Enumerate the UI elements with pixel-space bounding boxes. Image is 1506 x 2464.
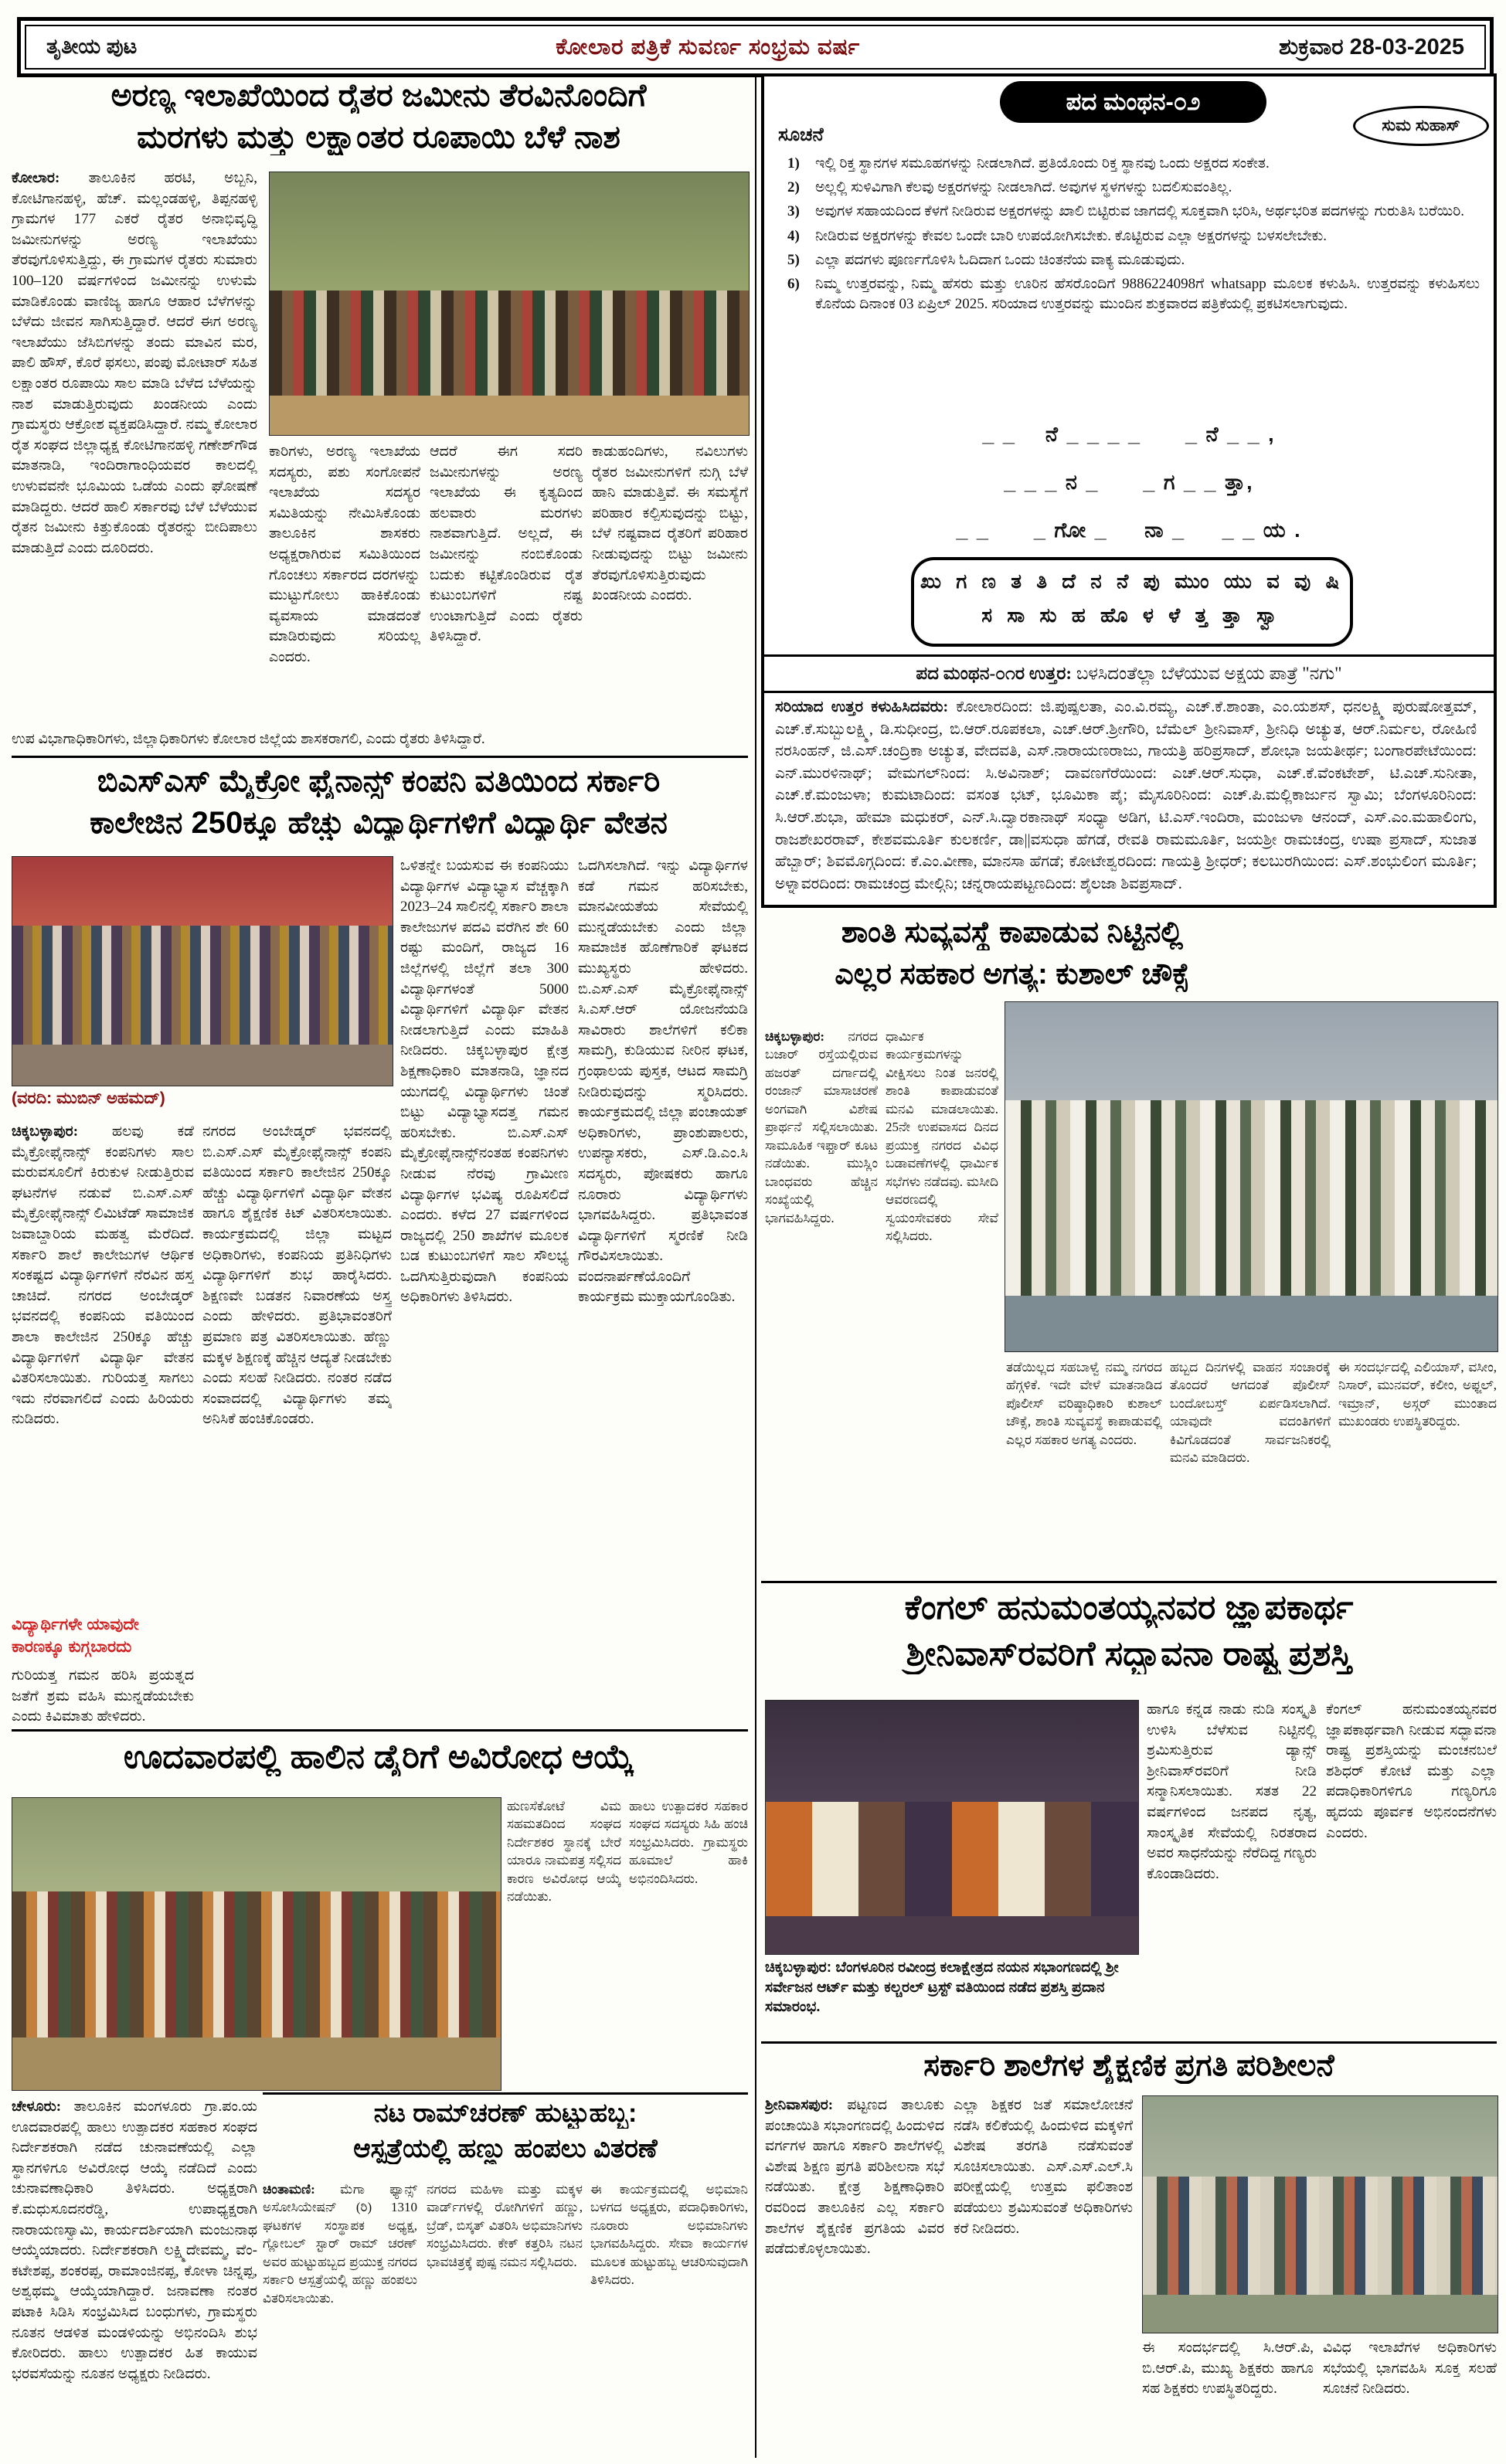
date-label: ಶುಕ್ರವಾರ 28-03-2025: [1279, 34, 1464, 59]
kengal-photo-caption: ಚಿಕ್ಕಬಳ್ಳಾಪುರ: ಬೆಂಗಳೂರಿನ ರವೀಂದ್ರ ಕಲಾಕ್ಷೇತ್ರದ ನಯನ ಸಭಾಂಗಣದಲ್ಲಿ ಶ್ರೀ ಸರ್ವೇಜನ ಆರ್ಟ್ ಮತ್ತು ಕಲ್ಚರಲ್ ಟ್ರಸ್ಟ್ ವತಿಯಿಂದ ನಡೆದ ಪ್ರಶಸ್ತಿ ಪ್ರದಾನ ಸಮಾರಂಭ.: [765, 1959, 1119, 2016]
dairy-dateline: ಚೇಳೂರು:: [12, 2099, 62, 2115]
bss-dateline: ಚಿಕ್ಕಬಳ್ಳಾಪುರ:: [12, 1123, 79, 1140]
photo-ground-band: [270, 396, 749, 435]
peace-body-col1: ಚಿಕ್ಕಬಳ್ಳಾಪುರ: ನಗರದ ಬಜಾರ್ ರಸ್ತೆಯಲ್ಲಿರುವ ಹಜರತ್ ದರ್ಗಾದಲ್ಲಿ ರಂಜಾನ್ ಮಾಸಾಚರಣೆ ಅಂಗವಾಗಿ ವಿಶೇಷ ಪ್ರಾರ್ಥನೆ ಸಲ್ಲಿಸಲಾಯಿತು. ಸಾಮೂಹಿಕ ಇಫ್ತಾರ್ ಕೂಟ ನಡೆಯಿತು. ಮುಸ್ಲಿಂ ಬಾಂಧವರು ಹೆಚ್ಚಿನ ಸಂಖ್ಯೆಯಲ್ಲಿ ಭಾಗವಹಿಸಿದ್ದರು.: [765, 1029, 878, 1225]
puzzle-blank-line-1: _ _ ನೆ _ _ _ _ _ ನೆ _ _ ,: [982, 423, 1276, 446]
peace-body-col5: ಈ ಸಂದರ್ಭದಲ್ಲಿ ಎಲಿಯಾಸ್, ವಸೀಂ, ನಿಸಾರ್, ಮುನವರ್, ಕಲೀಂ, ಅಫ್ಜಲ್, ಇಮ್ರಾನ್, ಅಸ್ಗರ್ ಮುಂತಾದ ಮುಖಂಡರು ಉಪಸ್ಥಿತರಿದ್ದರು.: [1338, 1360, 1497, 1429]
schools-headline: ಸರ್ಕಾರಿ ಶಾಲೆಗಳ ಶೈಕ್ಷಣಿಕ ಪ್ರಗತಿ ಪರಿಶೀಲನೆ: [923, 2049, 1334, 2082]
photo-floor-band: [12, 1045, 393, 1086]
rule-right-1: [761, 1581, 1497, 1583]
bss-body-after-red: ಗುರಿಯತ್ತ ಗಮನ ಹರಿಸಿ ಪ್ರಯತ್ನದ ಜತೆಗೆ ಶ್ರಮ ವಹಿಸಿ ಮುನ್ನಡೆಯಬೇಕು ಎಂದು ಕಿವಿಮಾತು ಹೇಳಿದರು.: [12, 1667, 194, 1725]
dairy-body-col2: ಹಾಲು ಉತ್ಪಾದಕರ ಸಹಕಾರ ಸಂಘದ ಸದಸ್ಯರು ಸಿಹಿ ಹಂಚಿ ಸಂಭ್ರಮಿಸಿದರು. ಗ್ರಾಮಸ್ಥರು ಹೂಮಾಲೆ ಹಾಕಿ ಅಭಿನಂದಿಸಿದರು.: [629, 1799, 748, 1886]
bss-body-mid: ಒಳಿತನ್ನೇ ಬಯಸುವ ಈ ಕಂಪನಿಯು ವಿದ್ಯಾರ್ಥಿಗಳ ವಿದ್ಯಾಭ್ಯಾಸ ವೆಚ್ಚಕ್ಕಾಗಿ 2023–24 ಸಾಲಿನಲ್ಲಿ ಸರ್ಕಾರಿ ಶಾಲಾ ಕಾಲೇಜುಗಳ ಪದವಿ ವರೆಗಿನ ಶೇ 60 ರಷ್ಟು ಮಂದಿಗೆ, ರಾಜ್ಯದ 16 ಜಿಲ್ಲೆಗಳಲ್ಲಿ ಜಿಲ್ಲೆಗೆ ತಲಾ 300 ವಿದ್ಯಾರ್ಥಿಗಳಂತೆ 5000 ವಿದ್ಯಾರ್ಥಿಗಳಿಗೆ ವಿದ್ಯಾರ್ಥಿ ವೇತನ ನೀಡಲಾಗುತ್ತಿದೆ ಎಂದು ಮಾಹಿತಿ ನೀಡಿದರು. ಚಿಕ್ಕಬಳ್ಳಾಪುರ ಕ್ಷೇತ್ರ ಶಿಕ್ಷಣಾಧಿಕಾರಿ ಮಾತನಾಡಿ, ಜ್ಞಾನದ ಯುಗದಲ್ಲಿ ವಿದ್ಯಾರ್ಥಿಗಳು ಚಿಂತೆ ಬಿಟ್ಟು ವಿದ್ಯಾಭ್ಯಾಸದತ್ತ ಗಮನ ಹರಿಸಬೇಕು. ಬಿ.ಎಸ್.ಎಸ್ ಮೈಕ್ರೋಫೈನಾನ್ಸ್‌ನಂತಹ ಕಂಪನಿಗಳು ನೀಡುವ ನೆರವು ಗ್ರಾಮೀಣ ವಿದ್ಯಾರ್ಥಿಗಳ ಭವಿಷ್ಯ ರೂಪಿಸಲಿದೆ ಎಂದರು. ಕಳೆದ 27 ವರ್ಷಗಳಿಂದ ರಾಜ್ಯದಲ್ಲಿ 250 ಶಾಖೆಗಳ ಮೂಲಕ ಬಡ ಕುಟುಂಬಗಳಿಗೆ ಸಾಲ ಸೌಲಭ್ಯ ಒದಗಿಸುತ್ತಿರುವುದಾಗಿ ಕಂಪನಿಯ ಅಧಿಕಾರಿಗಳು ತಿಳಿಸಿದರು.: [400, 858, 569, 1306]
puzzle-instruction-3: 3) ಅವುಗಳ ಸಹಾಯದಿಂದ ಕೆಳಗೆ ನೀಡಿರುವ ಅಕ್ಷರಗಳನ್ನು ಖಾಲಿ ಬಿಟ್ಟಿರುವ ಜಾಗದಲ್ಲಿ ಸೂಕ್ತವಾಗಿ ಭರಿಸಿ, ಅರ್ಥಭರಿತ ಪದಗಳನ್ನು ಗುರುತಿಸಿ ಬರೆಯಿರಿ.: [787, 203, 1464, 220]
photo-people-band: [12, 1891, 501, 2037]
schools-body-col2: ಎಲ್ಲಾ ಶಿಕ್ಷಕರ ಜತೆ ಸಮಾಲೋಚನೆ ನಡೆಸಿ ಕಲಿಕೆಯಲ್ಲಿ ಹಿಂದುಳಿದ ಮಕ್ಕಳಿಗೆ ವಿಶೇಷ ತರಗತಿ ನಡೆಸುವಂತೆ ಸೂಚಿಸಲಾಯಿತು. ಎಸ್.ಎಸ್.ಎಲ್.ಸಿ ಪರೀಕ್ಷೆಯಲ್ಲಿ ಉತ್ತಮ ಫಲಿತಾಂಶ ಪಡೆಯಲು ಶ್ರಮಿಸುವಂತೆ ಅಧಿಕಾರಿಗಳು ಕರೆ ನೀಡಿದರು.: [954, 2097, 1133, 2237]
puzzle-previous-answer: ಪದ ಮಂಥನ-೦೧ರ ಉತ್ತರ: ಬಳಸಿದಂತೆಲ್ಲಾ ಬೆಳೆಯುವ ಅಕ್ಷಯ ಪಾತ್ರೆ "ನಗು": [764, 654, 1494, 693]
peace-body-col2: ಧಾರ್ಮಿಕ ಕಾರ್ಯಕ್ರಮಗಳನ್ನು ವೀಕ್ಷಿಸಲು ನಿಂತ ಜನರಲ್ಲಿ ಶಾಂತಿ ಕಾಪಾಡುವಂತೆ ಮನವಿ ಮಾಡಲಾಯಿತು. 25ನೇ ಉಪವಾಸದ ದಿನದ ಪ್ರಯುಕ್ತ ನಗರದ ವಿವಿಧ ಬಡಾವಣೆಗಳಲ್ಲಿ ಧಾರ್ಮಿಕ ಸಭೆಗಳು ನಡೆದವು. ಮಸೀದಿ ಆವರಣದಲ್ಲಿ ಸ್ವಯಂಸೇವಕರು ಸೇವೆ ಸಲ್ಲಿಸಿದರು.: [886, 1029, 998, 1243]
puzzle-box: [761, 73, 1497, 908]
forest-headline-line1: ಅರಣ್ಯ ಇಲಾಖೆಯಿಂದ ರೈತರ ಜಮೀನು ತೆರವಿನೊಂದಿಗೆ: [110, 77, 647, 113]
ramcharan-body-col2: ನಗರದ ಮಹಿಳಾ ಮತ್ತು ಮಕ್ಕಳ ವಾರ್ಡ್‌ಗಳಲ್ಲಿ ರೋಗಿಗಳಿಗೆ ಹಣ್ಣು, ಬ್ರೆಡ್, ಬಿಸ್ಕತ್ ವಿತರಿಸಿ ಅಭಿಮಾನಿಗಳು ಸಂಭ್ರಮಿಸಿದರು. ಕೇಕ್ ಕತ್ತರಿಸಿ ನಟನ ಭಾವಚಿತ್ರಕ್ಕೆ ಪುಷ್ಪ ನಮನ ಸಲ್ಲಿಸಿದರು.: [427, 2182, 583, 2269]
peace-headline-line2: ಎಲ್ಲರ ಸಹಕಾರ ಅಗತ್ಯ: ಕುಶಾಲ್ ಚೌಕ್ಸೆ: [835, 958, 1190, 991]
forest-body-lastline: ಉಪ ವಿಭಾಗಾಧಿಕಾರಿಗಳು, ಜಿಲ್ಲಾಧಿಕಾರಿಗಳು ಕೋಲಾರ ಜಿಲ್ಲೆಯ ಶಾಸಕರಾಗಲಿ, ಎಂದು ರೈತರು ತಿಳಿಸಿದ್ದಾರೆ.: [12, 731, 485, 747]
ramcharan-headline-line1: ನಟ ರಾಮ್‌ಚರಣ್ ಹುಟ್ಟುಹಬ್ಬ:: [373, 2099, 637, 2128]
peace-body-col4: ಹಬ್ಬದ ದಿನಗಳಲ್ಲಿ ವಾಹನ ಸಂಚಾರಕ್ಕೆ ತೊಂದರೆ ಆಗದಂತೆ ಪೊಲೀಸ್ ಬಂದೋಬಸ್ತ್ ಏರ್ಪಡಿಸಲಾಗಿದೆ. ಯಾವುದೇ ವದಂತಿಗಳಿಗೆ ಕಿವಿಗೊಡದಂತೆ ಸಾರ್ವಜನಿಕರಲ್ಲಿ ಮನವಿ ಮಾಡಿದರು.: [1170, 1360, 1331, 1466]
rule-left-1: [12, 756, 748, 758]
puzzle-instruction-4: 4) ನೀಡಿರುವ ಅಕ್ಷರಗಳನ್ನು ಕೇವಲ ಒಂದೇ ಬಾರಿ ಉಪಯೋಗಿಸಬೇಕು. ಕೊಟ್ಟಿರುವ ಎಲ್ಲಾ ಅಕ್ಷರಗಳನ್ನು ಬಳಸಲೇಬೇಕು.: [787, 227, 1328, 244]
puzzle-note-label: ಸೂಚನೆ: [778, 124, 824, 145]
masthead: [17, 17, 1494, 77]
forest-body-col4: ಕಾಡುಹಂದಿಗಳು, ನವಿಲುಗಳು ರೈತರ ಜಮೀನುಗಳಿಗೆ ನುಗ್ಗಿ ಬೆಳೆ ಹಾನಿ ಮಾಡುತ್ತಿವೆ. ಈ ಸಮಸ್ಯೆಗೆ ಪರಿಹಾರ ಕಲ್ಪಿಸುವುದನ್ನು ಬಿಟ್ಟು, ಬೆಳೆ ನಷ್ಟವಾದ ರೈತರಿಗೆ ಪರಿಹಾರ ನೀಡುವುದನ್ನು ಬಿಟ್ಟು ಜಮೀನು ತೆರವುಗೊಳಿಸುತ್ತಿರುವುದು ಖಂಡನೀಯ ಎಂದರು.: [592, 444, 748, 604]
photo-ground-band: [1005, 1296, 1498, 1351]
rule-right-2: [761, 2041, 1497, 2044]
bss-photo-caption: (ವರದಿ: ಮುಬಿನ್ ಅಹಮದ್): [12, 1089, 165, 1107]
puzzle-letters-line2: ಸ ಸಾ ಸು ಹ ಹೊ ಳ ಳೆ ತ್ತ ತ್ತಾ ಸ್ವಾ: [981, 603, 1283, 627]
rule-left-3: [263, 2092, 748, 2095]
dairy-headline: ಊದವಾರಪಲ್ಲಿ ಹಾಲಿನ ಡೈರಿಗೆ ಅವಿರೋಧ ಆಯ್ಕೆ: [123, 1738, 634, 1776]
puzzle-author-badge: ಸುಮ ಸುಹಾಸ್: [1353, 106, 1489, 146]
bss-body-right: ಒದಗಿಸಲಾಗಿದೆ. ಇನ್ನು ವಿದ್ಯಾರ್ಥಿಗಳ ಕಡೆ ಗಮನ ಹರಿಸಬೇಕು, ಮಾನವೀಯತೆಯ ಸೇವೆಯಲ್ಲಿ ಮುನ್ನಡೆಯಬೇಕು ಎಂದು ಜಿಲ್ಲಾ ಸಾಮಾಜಿಕ ಹೊಣೆಗಾರಿಕೆ ಘಟಕದ ಮುಖ್ಯಸ್ಥರು ಹೇಳಿದರು. ಬಿ.ಎಸ್.ಎಸ್ ಮೈಕ್ರೋಫೈನಾನ್ಸ್ ಸಿ.ಎಸ್.ಆರ್ ಯೋಜನೆಯಡಿ ಸಾವಿರಾರು ಶಾಲೆಗಳಿಗೆ ಕಲಿಕಾ ಸಾಮಗ್ರಿ, ಕುಡಿಯುವ ನೀರಿನ ಘಟಕ, ಗ್ರಂಥಾಲಯ ಪುಸ್ತಕ, ಆಟದ ಸಾಮಗ್ರಿ ನೀಡಿರುವುದನ್ನು ಸ್ಮರಿಸಿದರು. ಕಾರ್ಯಕ್ರಮದಲ್ಲಿ ಜಿಲ್ಲಾ ಪಂಚಾಯತ್ ಅಧಿಕಾರಿಗಳು, ಪ್ರಾಂಶುಪಾಲರು, ಉಪನ್ಯಾಸಕರು, ಎಸ್.ಡಿ.ಎಂ.ಸಿ ಸದಸ್ಯರು, ಪೋಷಕರು ಹಾಗೂ ನೂರಾರು ವಿದ್ಯಾರ್ಥಿಗಳು ಭಾಗವಹಿಸಿದ್ದರು. ಪ್ರತಿಭಾವಂತ ವಿದ್ಯಾರ್ಥಿಗಳಿಗೆ ಸ್ಮರಣಿಕೆ ನೀಡಿ ಗೌರವಿಸಲಾಯಿತು. ವಂದನಾರ್ಪಣೆಯೊಂದಿಗೆ ಕಾರ್ಯಕ್ರಮ ಮುಕ್ತಾಯಗೊಂಡಿತು.: [578, 858, 748, 1306]
schools-photo: [1142, 2095, 1498, 2333]
schools-body-col4: ವಿವಿಧ ಇಲಾಖೆಗಳ ಅಧಿಕಾರಿಗಳು ಸಭೆಯಲ್ಲಿ ಭಾಗವಹಿಸಿ ಸೂಕ್ತ ಸಲಹೆ ಸೂಚನೆ ನೀಡಿದರು.: [1323, 2340, 1497, 2398]
puzzle-instruction-6: 6) ನಿಮ್ಮ ಉತ್ತರವನ್ನು, ನಿಮ್ಮ ಹೆಸರು ಮತ್ತು ಊರಿನ ಹೆಸರೊಂದಿಗೆ 9886224098ಗೆ whatsapp ಮೂಲಕ ಕಳುಹಿಸಿ. ಉತ್ತರವನ್ನು ಕಳುಹಿಸಲು ಕೊನೆಯ ದಿನಾಂಕ 03 ಏಪ್ರಿಲ್ 2025. ಸರಿಯಾದ ಉತ್ತರವನ್ನು ಮುಂದಿನ ಶುಕ್ರವಾರದ ಪತ್ರಿಕೆಯಲ್ಲಿ ಪ್ರಕಟಿಸಲಾಗುವುದು.: [787, 276, 1480, 313]
page-number-label: ತೃತೀಯ ಪುಟ: [46, 35, 138, 58]
puzzle-instruction-2: 2) ಅಲ್ಲಲ್ಲಿ ಸುಳಿವಿಗಾಗಿ ಕೆಲವು ಅಕ್ಷರಗಳನ್ನು ನೀಡಲಾಗಿದೆ. ಅವುಗಳ ಸ್ಥಳಗಳನ್ನು ಬದಲಿಸುವಂತಿಲ್ಲ.: [787, 179, 1232, 196]
forest-body-col3: ಆದರೆ ಈಗ ಸದರಿ ಜಮೀನುಗಳನ್ನು ಅರಣ್ಯ ಇಲಾಖೆಯ ಈ ಕೃತ್ಯದಿಂದ ಹಲವಾರು ಮರಗಳು ನಾಶವಾಗುತ್ತಿದೆ. ಅಲ್ಲದೆ, ಈ ಜಮೀನನ್ನು ನಂಬಿಕೊಂಡು ಬದುಕು ಕಟ್ಟಿಕೊಂಡಿರುವ ರೈತ ಕುಟುಂಬಗಳಿಗೆ ನಷ್ಟ ಉಂಟಾಗುತ್ತಿದೆ ಎಂದು ರೈತರು ತಿಳಿಸಿದ್ದಾರೆ.: [430, 444, 583, 645]
schools-dateline: ಶ್ರೀನಿವಾಸಪುರ:: [765, 2097, 834, 2113]
bss-headline-line2: ಕಾಲೇಜಿನ 250ಕ್ಕೂ ಹೆಚ್ಚು ವಿದ್ಯಾರ್ಥಿಗಳಿಗೆ ವಿದ್ಯಾರ್ಥಿ ವೇತನ: [90, 806, 668, 840]
puzzle-winners-label: ಸರಿಯಾದ ಉತ್ತರ ಕಳುಹಿಸಿದವರು:: [775, 698, 949, 715]
kengal-photo: [765, 1700, 1139, 1955]
puzzle-blank-line-3: _ _ _ ಗೋ _ ನಾ _ _ _ ಯ .: [956, 518, 1302, 542]
dairy-body-col1: ಹುಣಸೆಕೋಟೆ ವಿಮ ಸಹಮತದಿಂದ ಸಂಘದ ನಿರ್ದೇಶಕರ ಸ್ಥಾನಕ್ಕೆ ಬೇರೆ ಯಾರೂ ನಾಮಪತ್ರ ಸಲ್ಲಿಸದ ಕಾರಣ ಅವಿರೋಧ ಆಯ್ಕೆ ನಡೆಯಿತು.: [507, 1799, 621, 1905]
peace-body-col3: ತಡೆಯಿಲ್ಲದ ಸಹಬಾಳ್ವೆ ನಮ್ಮ ನಗರದ ಹೆಗ್ಗಳಿಕೆ. ಇದೇ ವೇಳೆ ಮಾತನಾಡಿದ ಪೊಲೀಸ್ ವರಿಷ್ಠಾಧಿಕಾರಿ ಕುಶಾಲ್ ಚೌಕ್ಸೆ, ಶಾಂತಿ ಸುವ್ಯವಸ್ಥೆ ಕಾಪಾಡುವಲ್ಲಿ ಎಲ್ಲರ ಸಹಕಾರ ಅಗತ್ಯ ಎಂದರು.: [1006, 1360, 1162, 1447]
column-divider: [755, 74, 756, 2458]
dairy-body-lower: ಚೇಳೂರು: ತಾಲೂಕಿನ ಮಂಗಳೂರು ಗ್ರಾ.ಪಂ.ಯ ಊದವಾರಪಲ್ಲಿ ಹಾಲು ಉತ್ಪಾದಕರ ಸಹಕಾರ ಸಂಘದ ನಿರ್ದೇಶಕರಾಗಿ ನಡೆದ ಚುನಾವಣೆಯಲ್ಲಿ ಎಲ್ಲಾ ಸ್ಥಾನಗಳಿಗೂ ಅವಿರೋಧ ಆಯ್ಕೆ ನಡೆದಿದೆ ಎಂದು ಚುನಾವಣಾಧಿಕಾರಿ ತಿಳಿಸಿದರು. ಅಧ್ಯಕ್ಷರಾಗಿ ಕೆ.ಮಧುಸೂದನರೆಡ್ಡಿ, ಉಪಾಧ್ಯಕ್ಷರಾಗಿ ನಾರಾಯಣಸ್ವಾಮಿ, ಕಾರ್ಯದರ್ಶಿಯಾಗಿ ಮಂಜುನಾಥ ಆಯ್ಕೆಯಾದರು. ನಿರ್ದೇಶಕರಾಗಿ ಲಕ್ಷ್ಮಿದೇವಮ್ಮ, ವೆಂಕಟೇಶಪ್ಪ, ಶಂಕರಪ್ಪ, ರಾಮಾಂಜಿನಪ್ಪ, ಕೋಳಾ ಚಿನ್ನಪ್ಪ, ಅಶ್ವಥಮ್ಮ ಆಯ್ಕೆಯಾಗಿದ್ದಾರೆ. ಜನಾವಣಾ ನಂತರ ಪಟಾಕಿ ಸಿಡಿಸಿ ಸಂಭ್ರಮಿಸಿದ ಬಂಧುಗಳು, ಗ್ರಾಮಸ್ಥರು ನೂತನ ಆಡಳಿತ ಮಂಡಳಿಯನ್ನು ಅಭಿನಂದಿಸಿ ಶುಭ ಕೋರಿದರು. ಹಾಲು ಉತ್ಪಾದಕರ ಹಿತ ಕಾಯುವ ಭರವಸೆಯನ್ನು ನೂತನ ಅಧ್ಯಕ್ಷರು ನೀಡಿದರು.: [12, 2099, 257, 2382]
schools-body-col1: ಶ್ರೀನಿವಾಸಪುರ: ಪಟ್ಟಣದ ತಾಲೂಕು ಪಂಚಾಯಿತಿ ಸಭಾಂಗಣದಲ್ಲಿ ಹಿಂದುಳಿದ ವರ್ಗಗಳ ಹಾಗೂ ಸರ್ಕಾರಿ ಶಾಲೆಗಳಲ್ಲಿ ವಿಶೇಷ ಶಿಕ್ಷಣ ಪ್ರಗತಿ ಪರಿಶೀಲನಾ ಸಭೆ ನಡೆಯಿತು. ಕ್ಷೇತ್ರ ಶಿಕ್ಷಣಾಧಿಕಾರಿ ರವರಿಂದ ತಾಲೂಕಿನ ಎಲ್ಲ ಸರ್ಕಾರಿ ಶಾಲೆಗಳ ಶೈಕ್ಷಣಿಕ ಪ್ರಗತಿಯ ವಿವರ ಪಡೆದುಕೊಳ್ಳಲಾಯಿತು.: [765, 2097, 944, 2258]
bss-red-highlight: ವಿದ್ಯಾರ್ಥಿಗಳೇ ಯಾವುದೇ ಕಾರಣಕ್ಕೂ ಕುಗ್ಗಬಾರದು: [12, 1616, 139, 1657]
photo-banner-band: [12, 857, 393, 926]
rule-left-2: [12, 1729, 748, 1732]
peace-headline-line1: ಶಾಂತಿ ಸುವ್ಯವಸ್ಥೆ ಕಾಪಾಡುವ ನಿಟ್ಟಿನಲ್ಲಿ: [841, 916, 1184, 949]
peace-photo: [1005, 1001, 1498, 1352]
ramcharan-dateline: ಚಿಂತಾಮಣಿ:: [263, 2182, 315, 2197]
forest-headline-line2: ಮರಗಳು ಮತ್ತು ಲಕ್ಷಾಂತರ ರೂಪಾಯಿ ಬೆಳೆ ನಾಶ: [137, 119, 620, 155]
photo-ground-band: [1143, 2295, 1498, 2333]
ramcharan-headline-line2: ಆಸ್ಪತ್ರೆಯಲ್ಲಿ ಹಣ್ಣು ಹಂಪಲು ವಿತರಣೆ: [353, 2134, 658, 2163]
ramcharan-body-col1: ಚಿಂತಾಮಣಿ: ಮೆಗಾ ಫ್ಯಾನ್ಸ್ ಅಸೋಸಿಯೇಷನ್ (ರಿ) 1310 ಘಟಕಗಳ ಸಂಸ್ಥಾಪಕ ಅಧ್ಯಕ್ಷ, ಗ್ಲೋಬಲ್ ಸ್ಟಾರ್ ರಾಮ್ ಚರಣ್ ಅವರ ಹುಟ್ಟುಹಬ್ಬದ ಪ್ರಯುಕ್ತ ನಗರದ ಸರ್ಕಾರಿ ಆಸ್ಪತ್ರೆಯಲ್ಲಿ ಹಣ್ಣು ಹಂಪಲು ವಿತರಿಸಲಾಯಿತು.: [263, 2182, 417, 2306]
forest-body-col2: ಕಾರಿಗಳು, ಅರಣ್ಯ ಇಲಾಖೆಯ ಸದಸ್ಯರು, ಪಶು ಸಂಗೋಪನೆ ಇಲಾಖೆಯ ಸದಸ್ಯರ ಸಮಿತಿಯನ್ನು ನೇಮಿಸಿಕೊಂಡು ತಾಲೂಕಿನ ಶಾಸಕರು ಅಧ್ಯಕ್ಷರಾಗಿರುವ ಸಮಿತಿಯಿಂದ ಗೊಂಚಲು ಸರ್ಕಾರದ ದರಗಳನ್ನು ಮುಟ್ಟುಗೋಲು ಹಾಕಿಕೊಂಡು ವ್ಯವಸಾಯ ಮಾಡದಂತೆ ಮಾಡಿರುವುದು ಸರಿಯಲ್ಲ ಎಂದರು.: [269, 444, 420, 665]
photo-people-band: [1143, 2177, 1498, 2295]
bss-headline-line1: ಬಿಎಸ್‌ಎಸ್ ಮೈಕ್ರೋ ಫೈನಾನ್ಸ್ ಕಂಪನಿ ವತಿಯಿಂದ ಸರ್ಕಾರಿ: [97, 764, 661, 798]
ramcharan-body-col3: ಈ ಕಾರ್ಯಕ್ರಮದಲ್ಲಿ ಅಭಿಮಾನಿ ಬಳಗದ ಅಧ್ಯಕ್ಷರು, ಪದಾಧಿಕಾರಿಗಳು, ನೂರಾರು ಅಭಿಮಾನಿಗಳು ಭಾಗವಹಿಸಿದ್ದರು. ಸೇವಾ ಕಾರ್ಯಗಳ ಮೂಲಕ ಹುಟ್ಟುಹಬ್ಬ ಆಚರಿಸುವುದಾಗಿ ತಿಳಿಸಿದರು.: [590, 2182, 748, 2288]
forest-dateline: ಕೋಲಾರ:: [12, 170, 60, 186]
bss-body-lower1: ಚಿಕ್ಕಬಳ್ಳಾಪುರ: ಹಲವು ಕಡೆ ಮೈಕ್ರೋಫೈನಾನ್ಸ್ ಕಂಪನಿಗಳು ಸಾಲ ಮರುವಸೂಲಿಗೆ ಕಿರುಕುಳ ನೀಡುತ್ತಿರುವ ಘಟನೆಗಳ ನಡುವೆ ಬಿ.ಎಸ್.ಎಸ್ ಮೈಕ್ರೋಫೈನಾನ್ಸ್ ಲಿಮಿಟೆಡ್ ಸಾಮಾಜಿಕ ಜವಾಬ್ದಾರಿಯ ಮಹತ್ವ ಮೆರೆದಿದೆ. ಸರ್ಕಾರಿ ಶಾಲೆ ಕಾಲೇಜುಗಳ ಆರ್ಥಿಕ ಸಂಕಷ್ಟದ ವಿದ್ಯಾರ್ಥಿಗಳಿಗೆ ನೆರವಿನ ಹಸ್ತ ಚಾಚಿದೆ. ನಗರದ ಅಂಬೇಡ್ಕರ್ ಭವನದಲ್ಲಿ ಕಂಪನಿಯ ವತಿಯಿಂದ ಶಾಲಾ ಕಾಲೇಜಿನ 250ಕ್ಕೂ ಹೆಚ್ಚು ವಿದ್ಯಾರ್ಥಿಗಳಿಗೆ ವಿದ್ಯಾರ್ಥಿ ವೇತನ ವಿತರಿಸಲಾಯಿತು. ಗುರಿಯತ್ತ ಸಾಗಲು ಇದು ನೆರವಾಗಲಿದೆ ಎಂದು ಹಿರಿಯರು ನುಡಿದರು.: [12, 1123, 194, 1428]
kengal-headline-line2: ಶ್ರೀನಿವಾಸ್‌ರವರಿಗೆ ಸದ್ಭಾವನಾ ರಾಷ್ಟ್ರ ಪ್ರಶಸ್ತಿ: [906, 1635, 1352, 1673]
photo-stage-band: [766, 1701, 1138, 1802]
bss-body-lower2: ನಗರದ ಅಂಬೇಡ್ಕರ್ ಭವನದಲ್ಲಿ ಬಿ.ಎಸ್.ಎಸ್ ಮೈಕ್ರೋಫೈನಾನ್ಸ್ ಕಂಪನಿ ವತಿಯಿಂದ ಸರ್ಕಾರಿ ಕಾಲೇಜಿನ 250ಕ್ಕೂ ಹೆಚ್ಚು ವಿದ್ಯಾರ್ಥಿಗಳಿಗೆ ವಿದ್ಯಾರ್ಥಿ ವೇತನ ಹಾಗೂ ಶೈಕ್ಷಣಿಕ ಕಿಟ್ ವಿತರಿಸಲಾಯಿತು. ಕಾರ್ಯಕ್ರಮದಲ್ಲಿ ಜಿಲ್ಲಾ ಮಟ್ಟದ ಅಧಿಕಾರಿಗಳು, ಕಂಪನಿಯ ಪ್ರತಿನಿಧಿಗಳು ವಿದ್ಯಾರ್ಥಿಗಳಿಗೆ ಶುಭ ಹಾರೈಸಿದರು. ಶಿಕ್ಷಣವೇ ಬಡತನ ನಿವಾರಣೆಯ ಅಸ್ತ್ರ ಎಂದು ಹೇಳಿದರು. ಪ್ರತಿಭಾವಂತರಿಗೆ ಪ್ರಮಾಣ ಪತ್ರ ವಿತರಿಸಲಾಯಿತು. ಹೆಣ್ಣು ಮಕ್ಕಳ ಶಿಕ್ಷಣಕ್ಕೆ ಹೆಚ್ಚಿನ ಆದ್ಯತೆ ನೀಡಬೇಕು ಎಂದು ಸಲಹೆ ನೀಡಿದರು. ನಂತರ ನಡೆದ ಸಂವಾದದಲ್ಲಿ ವಿದ್ಯಾರ್ಥಿಗಳು ತಮ್ಮ ಅನಿಸಿಕೆ ಹಂಚಿಕೊಂಡರು.: [202, 1123, 392, 1428]
paper-title: ಕೋಲಾರ ಪತ್ರಿಕೆ ಸುವರ್ಣ ಸಂಭ್ರಮ ವರ್ಷ: [556, 34, 861, 59]
puzzle-blank-line-2: _ _ _ ನ _ _ ಗ _ _ ತ್ತಾ,: [1004, 471, 1254, 494]
forest-body-col1: ಕೋಲಾರ: ತಾಲೂಕಿನ ಹರಟಿ, ಅಬ್ಬನಿ, ಕೋಟಿಗಾನಹಳ್ಳಿ, ಹೆಚ್. ಮಲ್ಲಂಡಹಳ್ಳಿ, ತಿಪ್ಪನಹಳ್ಳಿ ಗ್ರಾಮಗಳ 177 ಎಕರೆ ರೈತರ ಅನಾಭಿವೃದ್ಧಿ ಜಮೀನುಗಳನ್ನು ಅರಣ್ಯ ಇಲಾಖೆಯು ತೆರವುಗೊಳಿಸುತ್ತಿದ್ದು, ಈ ಗ್ರಾಮಗಳ ರೈತರು ಸುಮಾರು 100–120 ವರ್ಷಗಳಿಂದ ಜಮೀನನ್ನು ಉಳುಮೆ ಮಾಡಿಕೊಂಡು ವಾಣಿಜ್ಯ ಹಾಗೂ ಆಹಾರ ಬೆಳೆಗಳನ್ನು ಬೆಳೆದು ಜೀವನ ಸಾಗಿಸುತ್ತಿದ್ದಾರೆ. ಆದರೆ ಈಗ ಅರಣ್ಯ ಇಲಾಖೆಯು ಜೆಸಿಬಿಗಳನ್ನು ತಂದು ಮಾವಿನ ಮರ, ಪಾಲಿ ಹೌಸ್, ಕೊರೆ ಫಸಲು, ಪಂಪು ಮೋಟಾರ್ ಸಹಿತ ಲಕ್ಷಾಂತರ ರೂಪಾಯಿ ಸಾಲ ಮಾಡಿ ಬೆಳೆದ ಬೆಳೆಯನ್ನು ನಾಶ ಮಾಡುತ್ತಿರುವುದು ಖಂಡನೀಯ ಎಂದು ಗ್ರಾಮಸ್ಥರು ಆಕ್ರೋಶ ವ್ಯಕ್ತಪಡಿಸಿದ್ದಾರೆ. ನಮ್ಮ ಕೋಲಾರ ರೈತ ಸಂಘದ ಜಿಲ್ಲಾಧ್ಯಕ್ಷ ಕೋಟಿಗಾನಹಳ್ಳಿ ಗಣೇಶ್‌ಗೌಡ ಮಾತನಾಡಿ, ಇಂದಿರಾಗಾಂಧಿಯವರ ಕಾಲದಲ್ಲಿ ಉಳುವವನೇ ಭೂಮಿಯ ಒಡೆಯ ಎಂದು ಘೋಷಣೆ ಮಾಡಿದ್ದರು. ಆದರೆ ಹಾಲಿ ಸರ್ಕಾರವು ಬೆಳೆ ಬೆಳೆಯುವ ರೈತನ ಜಮೀನು ಕಿತ್ತುಕೊಂಡು ರೈತರನ್ನು ಬೀದಿಪಾಲು ಮಾಡುತ್ತಿದೆ ಎಂದು ದೂರಿದರು.: [12, 170, 257, 556]
puzzle-winners: ಸರಿಯಾದ ಉತ್ತರ ಕಳುಹಿಸಿದವರು: ಕೋಲಾರದಿಂದ: ಜಿ.ಪುಷ್ಪಲತಾ, ಎಂ.ವಿ.ರಮ್ಯ, ಎಚ್.ಕೆ.ಶಾಂತಾ, ಎಂ.ಯಶಸ್, ಧನಲಕ್ಷ್ಮಿ ಪುರುಷೋತ್ತಮ್, ಎಚ್.ಕೆ.ಸುಬ್ಬುಲಕ್ಷ್ಮಿ, ಡಿ.ಸುಧೀಂದ್ರ, ಬಿ.ಆರ್.ರೂಪಕಲಾ, ಎಚ್.ಆರ್.ಶ್ರೀಗೌರಿ, ಬೆಮೆಲ್ ಶ್ರೀನಿವಾಸ್, ಶ್ರೀನಿಧಿ ಅಚ್ಯುತ, ಆರ್.ನಿರ್ಮಲ, ರೋಹಿಣಿ ನರಸಿಂಹನ್, ಜಿ.ಎಸ್.ಚಂದ್ರಿಕಾ ಅಚ್ಯುತ, ವೇದವತಿ, ಎಸ್.ನಾರಾಯಣರಾಜು, ಗಾಯತ್ರಿ ಹರಿಪ್ರಸಾದ್, ಶೋಭಾ ಜಯತೀರ್ಥ; ಬಂಗಾರಪೇಟೆಯಿಂದ: ಎನ್.ಮುರಳಿನಾಥ್; ವೇಮಗಲ್‌ನಿಂದ: ಸಿ.ಅವಿನಾಶ್; ದಾವಣಗೆರೆಯಿಂದ: ಎಚ್.ಆರ್.ಸುಧಾ, ಎಚ್.ಕೆ.ವೆಂಕಟೇಶ್, ಟಿ.ಎಚ್.ಸುನೀತಾ, ಎಚ್.ಕೆ.ಮಂಜುಳಾ; ಕುಮಟಾದಿಂದ: ವಸಂತ ಭಟ್, ಭೂಮಿಕಾ ಪೈ; ಮೈಸೂರಿನಿಂದ: ಎಚ್.ಪಿ.ಮಲ್ಲಿಕಾರ್ಜುನ ಸ್ವಾಮಿ; ಬೆಂಗಳೂರಿನಿಂದ: ಸಿ.ಆರ್.ಶುಭಾ, ಹೇಮಾ ಮಧುಕರ್, ಎನ್.ಸಿ.ದ್ವಾರಕಾನಾಥ್ ಸಂಧ್ಯಾ ಅಡಿಗ, ಟಿ.ಎಸ್.ಇಂದಿರಾ, ಮಂಜುಳಾ ಆನಂದ್, ಎಸ್.ಎಂ.ಮಹಾಲಿಂಗು, ರಾಜಶೇಖರರಾವ್, ಕೇಶವಮೂರ್ತಿ ಕುಲಕರ್ಣಿ, ಡಾ||ವಸುಧಾ ಹೆಗಡೆ, ರೇವತಿ ರಾಮಮೂರ್ತಿ, ಜಯಶ್ರೀ ರಾಮಚಂದ್ರ, ಉಷಾ ಪ್ರಸಾದ್, ಸುಜಾತ ಹೆಬ್ಬಾರ್; ಶಿವಮೊಗ್ಗದಿಂದ: ಕೆ.ಎಂ.ವೀಣಾ, ಮಾನಸಾ ಹೆಗಡೆ; ಕೋಟೇಶ್ವರದಿಂದ: ಗಾಯತ್ರಿ ಶ್ರೀಧರ್; ಕಲಬುರಗಿಯಿಂದ: ಎಸ್.ಶಂಭುಲಿಂಗ ಮೂರ್ತಿ; ಅಳ್ನಾವರದಿಂದ: ರಾಮಚಂದ್ರ ಮೇಲ್ಗಿನಿ; ಚನ್ನರಾಯಪಟ್ಟಣದಿಂದ: ಶೈಲಜಾ ಶಿವಪ್ರಸಾದ್.: [775, 698, 1477, 892]
puzzle-letters-line1: ಖು ಗ ಣ ತ ತಿ ದೆ ನ ನೆ ಪು ಮುಂ ಯು ವ ವು ಷಿ: [920, 569, 1345, 593]
photo-people-band: [1005, 1100, 1498, 1296]
photo-people-band: [766, 1802, 1138, 1916]
kengal-headline-line1: ಕೆಂಗಲ್ ಹನುಮಂತಯ್ಯನವರ ಜ್ಞಾಪಕಾರ್ಥ: [904, 1589, 1354, 1626]
schools-body-col3: ಈ ಸಂದರ್ಭದಲ್ಲಿ ಸಿ.ಆರ್.ಪಿ, ಬಿ.ಆರ್.ಪಿ, ಮುಖ್ಯ ಶಿಕ್ಷಕರು ಹಾಗೂ ಸಹ ಶಿಕ್ಷಕರು ಉಪಸ್ಥಿತರಿದ್ದರು.: [1142, 2340, 1314, 2398]
peace-dateline: ಚಿಕ್ಕಬಳ್ಳಾಪುರ:: [765, 1029, 824, 1044]
puzzle-answer-label: ಪದ ಮಂಥನ-೦೧ರ ಉತ್ತರ:: [916, 664, 1073, 683]
puzzle-instruction-5: 5) ಎಲ್ಲಾ ಪದಗಳು ಪೂರ್ಣಗೊಳಿಸಿ ಓದಿದಾಗ ಒಂದು ಚಿಂತನೆಯ ವಾಕ್ಯ ಮೂಡುವುದು.: [787, 251, 1185, 268]
puzzle-title-pill: ಪದ ಮಂಥನ-೦೨: [1000, 81, 1266, 123]
bss-photo: [12, 856, 393, 1086]
photo-people-band: [270, 291, 749, 396]
puzzle-instructions: [787, 154, 1480, 319]
photo-ground-band: [12, 2037, 501, 2090]
puzzle-instruction-1: 1) ಇಲ್ಲಿ ರಿಕ್ತ ಸ್ಥಾನಗಳ ಸಮೂಹಗಳನ್ನು ನೀಡಲಾಗಿದೆ. ಪ್ರತಿಯೊಂದು ರಿಕ್ತ ಸ್ಥಾನವು ಒಂದು ಅಕ್ಷರದ ಸಂಕೇತ.: [787, 155, 1270, 172]
photo-trees-band: [270, 172, 749, 291]
photo-wall-band: [1005, 1002, 1498, 1100]
photo-people-band: [12, 926, 393, 1045]
photo-floor-band: [766, 1916, 1138, 1954]
photo-building-band: [1143, 2096, 1498, 2177]
forest-photo: [269, 172, 750, 436]
photo-trees-band: [12, 1798, 501, 1891]
kengal-body-col2: ಕೆಂಗಲ್ ಹನುಮಂತಯ್ಯನವರ ಜ್ಞಾಪಕಾರ್ಥವಾಗಿ ನೀಡುವ ಸದ್ಭಾವನಾ ರಾಷ್ಟ್ರ ಪ್ರಶಸ್ತಿಯನ್ನು ಮಂಚನಬಲೆ ಶಶಿಧರ್ ಕೋಟೆ ಮತ್ತು ಎಲ್ಲಾ ಪದಾಧಿಕಾರಿಗಳಿಗೂ ಗಣ್ಯರಿಗೂ ಹೃದಯ ಪೂರ್ವಕ ಅಭಿನಂದನೆಗಳು ಎಂದರು.: [1326, 1701, 1497, 1841]
dairy-photo: [12, 1797, 501, 2091]
kengal-body-col1: ಹಾಗೂ ಕನ್ನಡ ನಾಡು ನುಡಿ ಸಂಸ್ಕೃತಿ ಉಳಿಸಿ ಬೆಳೆಸುವ ನಿಟ್ಟಿನಲ್ಲಿ ಶ್ರಮಿಸುತ್ತಿರುವ ಡ್ಯಾನ್ಸ್ ಶ್ರೀನಿವಾಸ್‌ರವರಿಗೆ ನೀಡಿ ಸನ್ಮಾನಿಸಲಾಯಿತು. ಸತತ 22 ವರ್ಷಗಳಿಂದ ಜನಪದ ನೃತ್ಯ, ಸಾಂಸ್ಕೃತಿಕ ಸೇವೆಯಲ್ಲಿ ನಿರತರಾದ ಅವರ ಸಾಧನೆಯನ್ನು ನೆರೆದಿದ್ದ ಗಣ್ಯರು ಕೊಂಡಾಡಿದರು.: [1147, 1701, 1317, 1882]
masthead-inner: [25, 25, 1486, 70]
puzzle-letter-bank: [911, 557, 1353, 647]
